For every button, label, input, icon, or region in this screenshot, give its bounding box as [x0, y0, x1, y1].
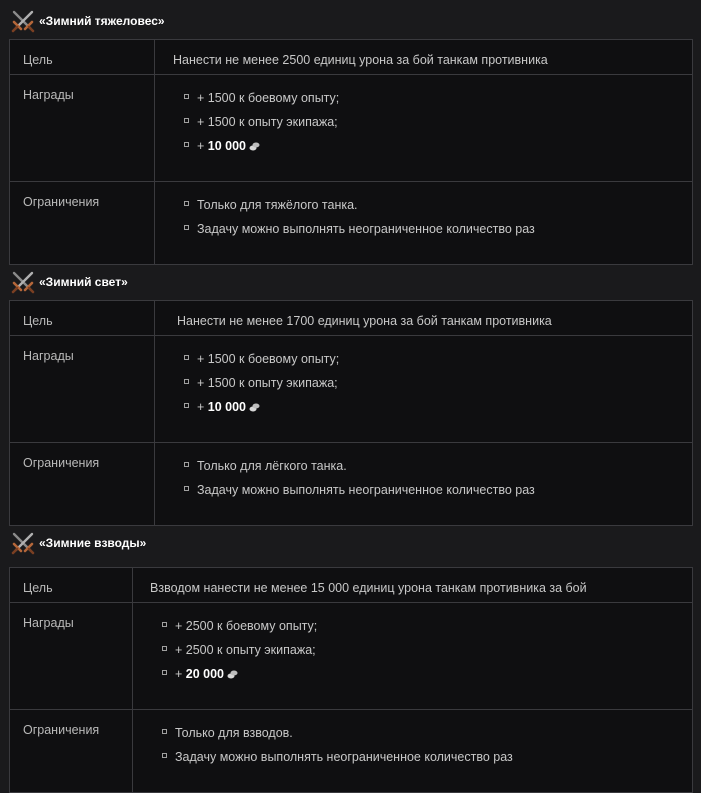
mission-header: [9, 3, 693, 39]
goal-row: [10, 301, 693, 336]
crossed-swords-icon: [11, 270, 35, 294]
restrictions-row: [10, 182, 693, 265]
restriction-item: Задачу можно выполнять неограниченное количество раз: [161, 750, 674, 774]
mission-table: [9, 300, 693, 526]
credits-coin-icon: [227, 670, 238, 679]
reward-item: + 1500 к опыту экипажа;: [183, 376, 674, 400]
crossed-swords-icon: [11, 9, 35, 33]
reward-credits-prefix: +: [197, 400, 208, 414]
mission-block: [9, 3, 693, 265]
reward-credits-item: [161, 667, 674, 691]
rewards-label: Награды: [10, 75, 155, 182]
restrictions-label: Ограничения: [10, 443, 155, 526]
goal-label: Цель: [10, 301, 155, 336]
reward-credits-prefix: +: [197, 139, 208, 153]
restrictions-list: [173, 459, 674, 507]
credits-coin-icon: [249, 142, 260, 151]
restriction-item: Только для тяжёлого танка.: [183, 198, 674, 222]
rewards-row: [10, 336, 693, 443]
reward-credits-value: 20 000: [185, 667, 225, 681]
rewards-list: [173, 91, 674, 163]
reward-item: + 2500 к боевому опыту;: [161, 619, 674, 643]
mission-title: «Зимний тяжеловес»: [39, 14, 165, 28]
restrictions-row: [10, 443, 693, 526]
rewards-label: Награды: [10, 336, 155, 443]
rewards-row: [10, 603, 693, 710]
rewards-label: Награды: [10, 603, 133, 710]
goal-text: Нанести не менее 1700 единиц урона за бой танкам противника: [155, 301, 693, 336]
goal-text: Нанести не менее 2500 единиц урона за бой танкам противника: [155, 40, 693, 75]
restriction-item: Задачу можно выполнять неограниченное количество раз: [183, 222, 674, 246]
goal-label: Цель: [10, 40, 155, 75]
goal-row: [10, 40, 693, 75]
reward-item: + 1500 к боевому опыту;: [183, 91, 674, 115]
reward-credits-item: [183, 400, 674, 424]
restriction-item: Задачу можно выполнять неограниченное количество раз: [183, 483, 674, 507]
rewards-row: [10, 75, 693, 182]
goal-label: Цель: [10, 568, 133, 603]
reward-credits-prefix: +: [175, 667, 186, 681]
credits-coin-icon: [249, 403, 260, 412]
crossed-swords-icon: [11, 531, 35, 555]
goal-row: [10, 568, 693, 603]
mission-title: «Зимний свет»: [39, 275, 128, 289]
restrictions-label: Ограничения: [10, 710, 133, 793]
reward-credits-value: 10 000: [207, 400, 247, 414]
mission-block: [9, 525, 693, 793]
restrictions-label: Ограничения: [10, 182, 155, 265]
restrictions-list: [173, 198, 674, 246]
reward-item: + 1500 к опыту экипажа;: [183, 115, 674, 139]
reward-credits-value: 10 000: [207, 139, 247, 153]
reward-item: + 1500 к боевому опыту;: [183, 352, 674, 376]
mission-header: [9, 264, 693, 300]
restriction-item: Только для взводов.: [161, 726, 674, 750]
rewards-list: [173, 352, 674, 424]
rewards-list: [151, 619, 674, 691]
mission-table: [9, 39, 693, 265]
restrictions-list: [151, 726, 674, 774]
mission-header: [9, 525, 693, 561]
reward-item: + 2500 к опыту экипажа;: [161, 643, 674, 667]
mission-title: «Зимние взводы»: [39, 536, 147, 550]
restrictions-row: [10, 710, 693, 793]
mission-block: [9, 264, 693, 526]
goal-text: Взводом нанести не менее 15 000 единиц урона танкам противника за бой: [133, 568, 693, 603]
reward-credits-item: [183, 139, 674, 163]
mission-table: [9, 567, 693, 793]
restriction-item: Только для лёгкого танка.: [183, 459, 674, 483]
